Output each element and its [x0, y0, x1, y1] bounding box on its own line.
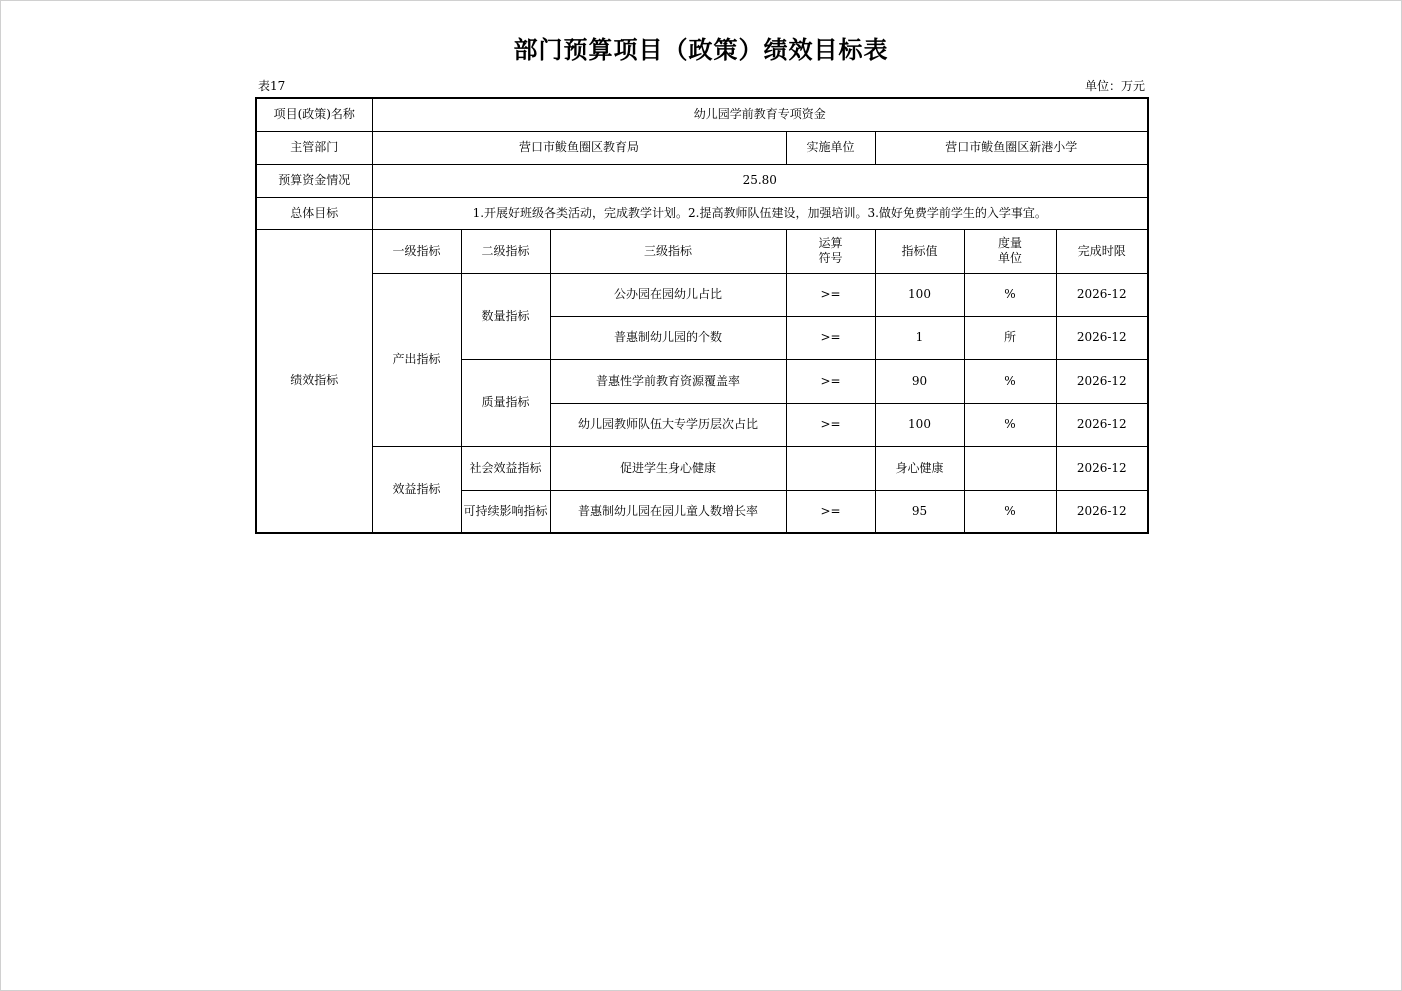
row-l3: 促进学生身心健康 — [550, 446, 786, 490]
header-row — [256, 229, 1148, 273]
header-value: 指标值 — [875, 229, 964, 273]
row-unit: % — [964, 490, 1056, 533]
unit-label: 单位：万元 — [1084, 79, 1145, 93]
page-title: 部门预算项目（政策）绩效目标表 — [513, 36, 889, 64]
project-name-label: 项目(政策)名称 — [256, 98, 372, 131]
row-value: 1 — [875, 316, 964, 359]
group-output: 产出指标 — [372, 273, 461, 446]
budget-value: 25.80 — [372, 164, 1148, 197]
row-operator: >= — [786, 403, 875, 446]
row-deadline: 2026-12 — [1056, 490, 1148, 533]
impl-value: 营口市鲅鱼圈区新港小学 — [875, 131, 1148, 164]
table-row — [256, 131, 1148, 164]
group-sustain: 可持续影响指标 — [461, 490, 550, 533]
header-operator: 运算 符号 — [786, 229, 875, 273]
table-row — [256, 446, 1148, 490]
header-unit: 度量 单位 — [964, 229, 1056, 273]
row-unit: 所 — [964, 316, 1056, 359]
table-row — [256, 273, 1148, 316]
table-row — [256, 98, 1148, 131]
row-value: 90 — [875, 359, 964, 403]
header-l1: 一级指标 — [372, 229, 461, 273]
group-quantity: 数量指标 — [461, 273, 550, 359]
row-l3: 普惠性学前教育资源覆盖率 — [550, 359, 786, 403]
dept-label: 主管部门 — [256, 131, 372, 164]
row-value: 身心健康 — [875, 446, 964, 490]
row-deadline: 2026-12 — [1056, 273, 1148, 316]
row-deadline: 2026-12 — [1056, 359, 1148, 403]
row-value: 100 — [875, 273, 964, 316]
dept-value: 营口市鲅鱼圈区教育局 — [372, 131, 786, 164]
header-deadline: 完成时限 — [1056, 229, 1148, 273]
project-name-value: 幼儿园学前教育专项资金 — [372, 98, 1148, 131]
group-benefit: 效益指标 — [372, 446, 461, 533]
row-operator: >= — [786, 359, 875, 403]
row-l3: 幼儿园教师队伍大专学历层次占比 — [550, 403, 786, 446]
row-l3: 公办园在园幼儿占比 — [550, 273, 786, 316]
header-l3: 三级指标 — [550, 229, 786, 273]
row-value: 95 — [875, 490, 964, 533]
table-row — [256, 197, 1148, 229]
table-row — [256, 164, 1148, 197]
row-unit: % — [964, 403, 1056, 446]
row-unit: % — [964, 273, 1056, 316]
row-operator — [786, 446, 875, 490]
row-l3: 普惠制幼儿园的个数 — [550, 316, 786, 359]
row-l3: 普惠制幼儿园在园儿童人数增长率 — [550, 490, 786, 533]
row-operator: >= — [786, 490, 875, 533]
row-operator: >= — [786, 316, 875, 359]
perf-label: 绩效指标 — [256, 229, 372, 533]
header-l2: 二级指标 — [461, 229, 550, 273]
row-operator: >= — [786, 273, 875, 316]
row-unit — [964, 446, 1056, 490]
row-unit: % — [964, 359, 1056, 403]
table-number: 表17 — [258, 79, 286, 93]
row-deadline: 2026-12 — [1056, 446, 1148, 490]
row-value: 100 — [875, 403, 964, 446]
group-social: 社会效益指标 — [461, 446, 550, 490]
row-deadline: 2026-12 — [1056, 403, 1148, 446]
goal-label: 总体目标 — [256, 197, 372, 229]
budget-label: 预算资金情况 — [256, 164, 372, 197]
group-quality: 质量指标 — [461, 359, 550, 446]
goal-value: 1.开展好班级各类活动，完成教学计划。2.提高教师队伍建设，加强培训。3.做好免费学前学生的入学事宜。 — [372, 197, 1148, 229]
performance-table — [255, 97, 1149, 534]
impl-label: 实施单位 — [786, 131, 875, 164]
row-deadline: 2026-12 — [1056, 316, 1148, 359]
